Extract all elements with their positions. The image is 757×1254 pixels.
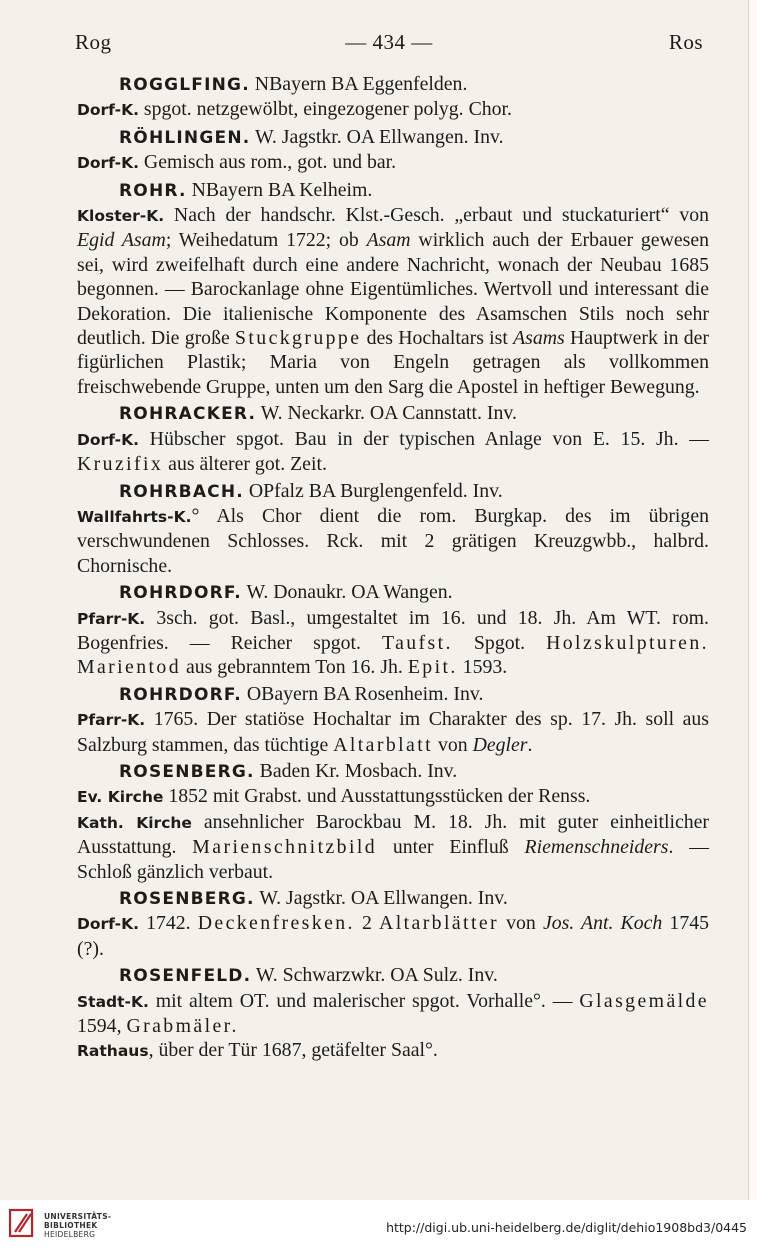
building-term: Rathaus — [77, 1042, 149, 1061]
entry-roehlingen — [77, 125, 709, 176]
building-term: Kloster-K. — [77, 207, 165, 226]
spaced-term: Marientod — [77, 656, 181, 679]
artist-name: Degler — [472, 733, 528, 756]
place-name: ROHRACKER. — [119, 404, 257, 425]
place-name: ROHR. — [119, 180, 187, 201]
place-name: ROGGLFING. — [119, 75, 250, 95]
entry-text: Dorf-K. spgot. netzgewölbt, eingezogener polyg. Chor. — [77, 98, 512, 121]
spaced-term: Taufst. — [381, 631, 453, 654]
entry-rohrdorf-wangen — [77, 580, 709, 680]
entry-text: Pfarr-K. 1765. Der statiöse Hochaltar im Charakter des sp. 17. Jh. soll aus Salzburg stammen, das tüchtige Altarblatt von Degler. — [77, 708, 709, 756]
permalink-url[interactable]: http://digi.ub.uni-heidelberg.de/diglit/dehio1908bd3/0445 — [386, 1220, 747, 1235]
artist-name: Jos. Ant. Koch — [542, 912, 663, 935]
entry-rosenberg-ellwangen — [77, 886, 709, 961]
page-body — [77, 70, 709, 1064]
entry-text: Wallfahrts-K.° Als Chor dient die rom. Burgkap. des im übrigen verschwundenen Schlosses. Rck. mit 2 grätigen Kreuzgwbb., halbrd. Chornische. — [77, 504, 709, 577]
entry-rogglfing — [77, 72, 709, 123]
place-region: NBayern BA Eggenfelden. — [249, 73, 468, 95]
place-name: RÖHLINGEN. — [119, 127, 251, 148]
place-region: W. Jagstkr. OA Ellwangen. Inv. — [250, 125, 504, 148]
spaced-term: Grabmäler. — [126, 1015, 239, 1038]
library-logo-icon — [8, 1206, 38, 1242]
place-name: ROHRBACH. — [119, 481, 244, 502]
spaced-term: Altarblatt — [333, 733, 434, 756]
place-name: ROSENBERG. — [119, 761, 255, 782]
place-name: ROSENBERG. — [119, 889, 255, 909]
entry-text: Ev. Kirche 1852 mit Grabst. und Ausstattungsstücken der Renss. — [77, 785, 591, 808]
building-term: Dorf-K. — [77, 101, 139, 120]
place-region: W. Donaukr. OA Wangen. — [241, 581, 453, 604]
entry-rohrbach — [77, 479, 709, 579]
header-right-keyword: Ros — [668, 30, 703, 54]
building-term: Ev. Kirche — [77, 788, 164, 807]
place-region: W. Schwarzwkr. OA Sulz. Inv. — [251, 964, 498, 987]
building-term: Kath. Kirche — [77, 813, 192, 832]
building-term: Dorf-K. — [77, 430, 139, 449]
spaced-term: Epit. — [407, 656, 458, 679]
entry-text: Stadt-K. mit altem OT. und malerischer spgot. Vorhalle°. — Glasgemälde 1594, Grabmäler. — [77, 989, 709, 1038]
place-region: OPfalz BA Burglengenfeld. Inv. — [243, 479, 503, 502]
entry-rosenfeld — [77, 963, 709, 1064]
entry-text: Kloster-K. Nach der handschr. Klst.-Gesch. „erbaut und stuckaturiert“ von Egid Asam; Weihedatum 1722; ob Asam wirklich auch der Erbauer gewesen sei, wird zweifelhaft durch eine andere Nachricht, wonach der Neubau 1685 begonnen. — Barockanlage ohne Eigentümliches. Wertvoll und interessant die Dekoration. Die italienische Komponente des Asamschen Stils noch sehr deutlich. Die große Stuckgruppe des Hochaltars ist Asams Hauptwerk in der figürlichen Plastik; Maria von Engeln getragen als vollkommen freischwebende Gruppe, unten um den Sarg die Apostel in heftiger Bewegung. — [77, 204, 710, 398]
entry-text: Rathaus, über der Tür 1687, getäfelter Saal°. — [77, 1039, 438, 1062]
entry-rohrdorf-rosenheim — [77, 682, 709, 757]
entry-rohracker — [77, 401, 709, 476]
library-logo-text: UNIVERSITÄTS- BIBLIOTHEK HEIDELBERG — [44, 1212, 112, 1239]
spaced-term: Kruzifix — [77, 453, 164, 476]
header-left-keyword: Rog — [75, 30, 112, 54]
entry-text: Dorf-K. 1742. Deckenfresken. 2 Altarblätter von Jos. Ant. Koch 1745 (?). — [77, 912, 709, 960]
building-term: Dorf-K. — [77, 915, 139, 934]
spaced-term: Altarblätter — [379, 912, 500, 935]
page-header — [75, 30, 703, 58]
building-term: Wallfahrts-K. — [77, 507, 192, 526]
viewer-footer — [0, 1200, 757, 1254]
spaced-term: Deckenfresken. — [197, 912, 355, 935]
building-term: Pfarr-K. — [77, 609, 146, 628]
place-region: W. Jagstkr. OA Ellwangen. Inv. — [254, 887, 508, 909]
spaced-term: Glasgemälde — [579, 989, 709, 1012]
place-region: NBayern BA Kelheim. — [186, 178, 373, 201]
spaced-term: Holzskulpturen. — [546, 631, 709, 654]
entry-text: Dorf-K. Hübscher spgot. Bau in der typischen Anlage von E. 15. Jh. — Kruzifix aus älterer got. Zeit. — [77, 427, 709, 476]
building-term: Stadt-K. — [77, 992, 149, 1011]
place-name: ROHRDORF. — [119, 583, 242, 604]
spaced-term: Marienschnitzbild — [192, 836, 378, 859]
spaced-term: Stuckgruppe — [234, 327, 362, 350]
artist-name: Asam — [366, 229, 411, 252]
artist-name: Riemenschneiders — [524, 836, 669, 859]
place-region: Baden Kr. Mosbach. Inv. — [254, 759, 458, 782]
entry-text: Kath. Kirche ansehnlicher Barockbau M. 18. Jh. mit guter einheitlicher Ausstattung. Marienschnitzbild unter Einfluß Riemenschneiders. — Schloß gänzlich verbaut. — [77, 810, 709, 883]
artist-name: Asams — [513, 327, 565, 350]
artist-name: Egid Asam — [77, 229, 166, 252]
entry-text: Pfarr-K. 3sch. got. Basl., umgestaltet im 16. und 18. Jh. Am WT. rom. Bogenfries. — Reicher spgot. Taufst. Spgot. Holzskulpturen. Marientod aus gebranntem Ton 16. Jh. Epit. 1593. — [77, 606, 709, 679]
place-region: OBayern BA Rosenheim. Inv. — [241, 682, 484, 705]
entry-text: Dorf-K. Gemisch aus rom., got. und bar. — [77, 151, 397, 174]
building-term: Dorf-K. — [77, 154, 139, 173]
entry-rosenberg-baden — [77, 759, 709, 884]
building-term: Pfarr-K. — [77, 711, 146, 730]
page-number: — 434 — — [345, 30, 433, 54]
place-region: W. Neckarkr. OA Cannstatt. Inv. — [256, 402, 517, 425]
entry-rohr — [77, 178, 709, 400]
place-name: ROSENFELD. — [119, 966, 252, 987]
place-name: ROHRDORF. — [119, 684, 242, 705]
